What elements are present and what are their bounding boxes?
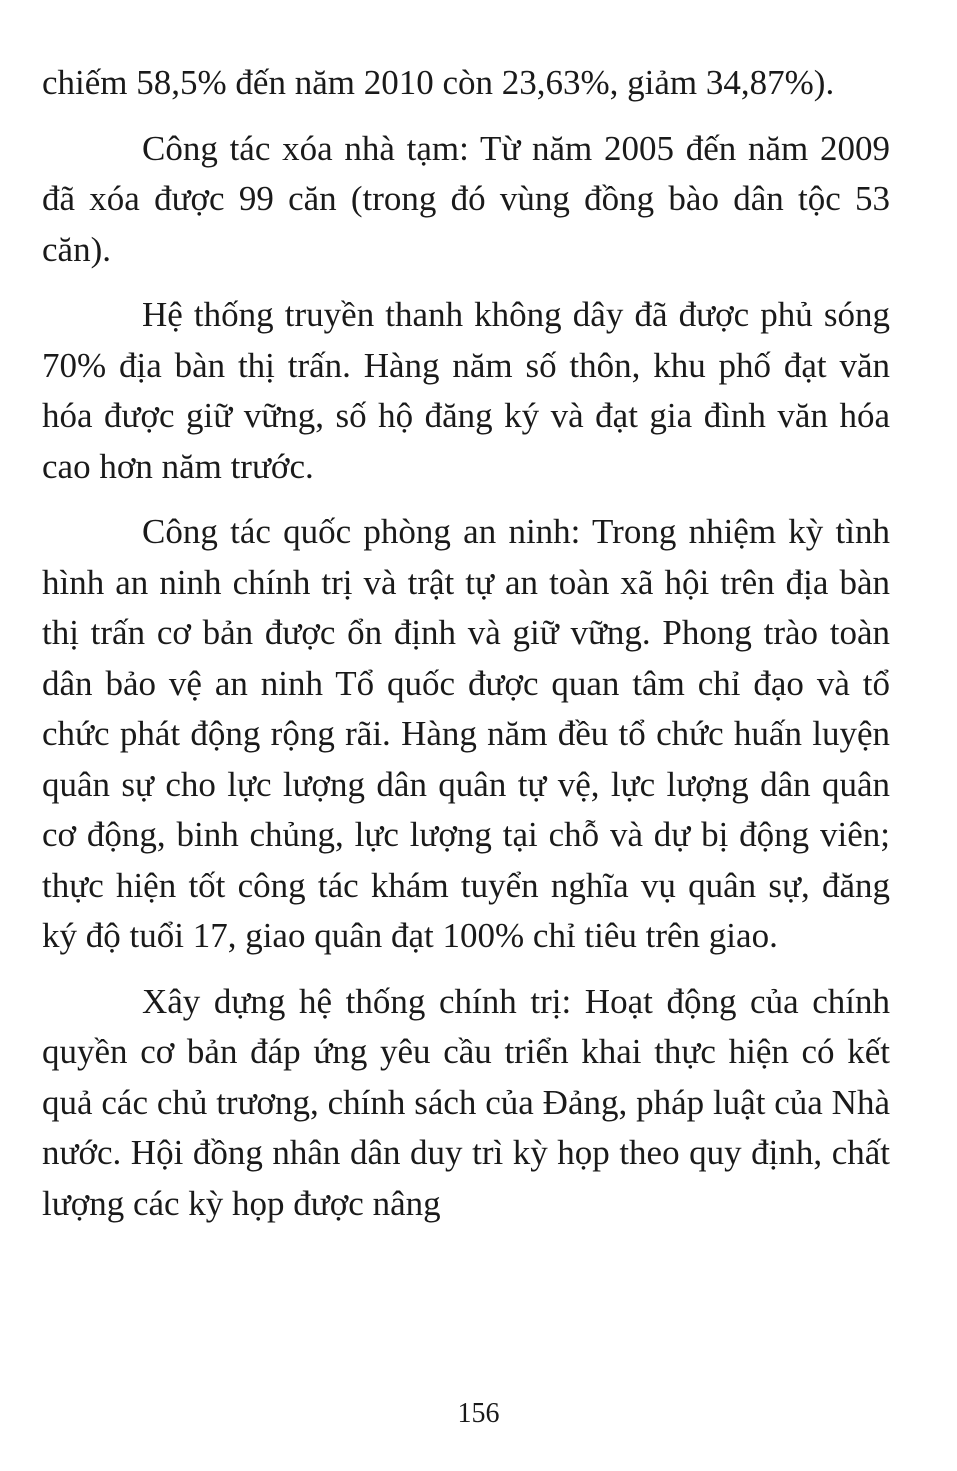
- paragraph-continuation: chiếm 58,5% đến năm 2010 còn 23,63%, giảm 34,87%).: [42, 63, 835, 102]
- paragraph-political-system: Xây dựng hệ thống chính trị: Hoạt động của chính quyền cơ bản đáp ứng yêu cầu triển khai thực hiện có kết quả các chủ trương, chính sách của Đảng, pháp luật của Nhà nước. Hội đồng nhân dân duy trì kỳ họp theo quy định, chất lượng các kỳ họp được nâng: [42, 981, 890, 1223]
- paragraph-radio-culture: Hệ thống truyền thanh không dây đã được phủ sóng 70% địa bàn thị trấn. Hàng năm số thôn, khu phố đạt văn hóa được giữ vững, số hộ đăng ký và đạt gia đình văn hóa cao hơn năm trước.: [42, 295, 890, 486]
- paragraph-defense-security: Công tác quốc phòng an ninh: Trong nhiệm kỳ tình hình an ninh chính trị và trật tự an toàn xã hội trên địa bàn thị trấn cơ bản được ổn định và giữ vững. Phong trào toàn dân bảo vệ an ninh Tổ quốc được quan tâm chỉ đạo và tổ chức phát động rộng rãi. Hàng năm đều tổ chức huấn luyện quân sự cho lực lượng dân quân tự vệ, lực lượng dân quân cơ động, binh chủng, lực lượng tại chỗ và dự bị động viên; thực hiện tốt công tác khám tuyển nghĩa vụ quân sự, đăng ký độ tuổi 17, giao quân đạt 100% chỉ tiêu trên giao.: [42, 512, 890, 955]
- page-number: 156: [457, 1398, 500, 1429]
- paragraph-housing: Công tác xóa nhà tạm: Từ năm 2005 đến năm 2009 đã xóa được 99 căn (trong đó vùng đồng bào dân tộc 53 căn).: [42, 128, 890, 269]
- body-text: [42, 58, 890, 1244]
